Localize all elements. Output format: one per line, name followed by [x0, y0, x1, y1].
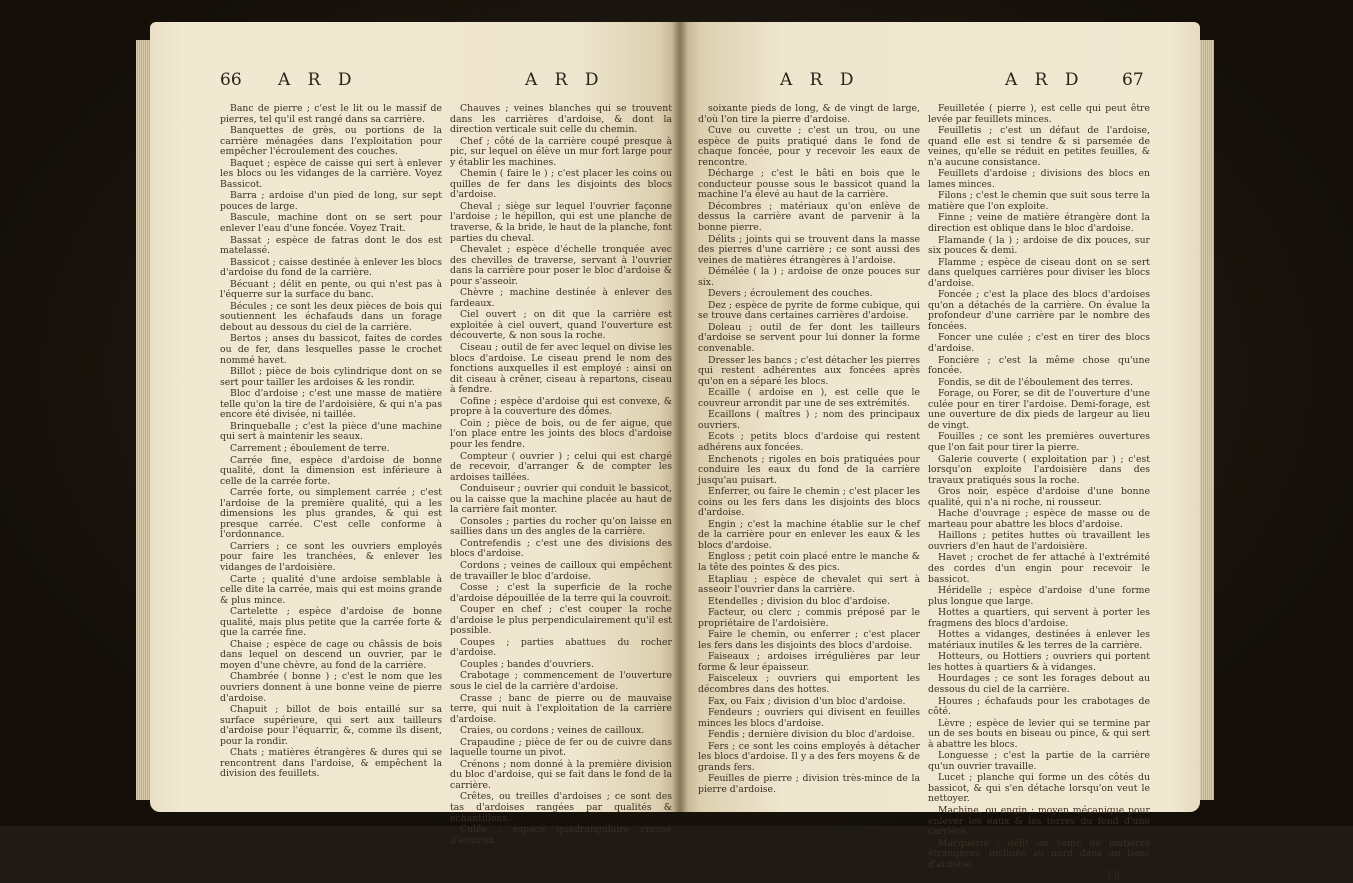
- dictionary-entry: Fax, ou Faix ; division d'un bloc d'ardoise.: [708, 695, 906, 707]
- dictionary-entry: Héridelle ; espèce d'ardoise d'une forme plus longue que large.: [928, 585, 1150, 607]
- dictionary-entry: Flamande ( la ) ; ardoise de dix pouces, sur six pouces & demi.: [928, 234, 1150, 257]
- page-edges-left: [136, 40, 150, 800]
- dictionary-entry: Longuesse ; c'est la partie de la carrière qu'un ouvrier travaille.: [928, 750, 1150, 772]
- dictionary-entry: Brinqueballe ; c'est la pièce d'une machine qui sert à maintenir les seaux.: [220, 420, 442, 443]
- dictionary-entry: Bassicot ; caisse destinée à enlever les blocs d'ardoise du fond de la carrière.: [220, 256, 442, 279]
- dictionary-entry: Cofine ; espèce d'ardoise qui est convexe, & propre à la couverture des dômes.: [450, 395, 672, 418]
- dictionary-entry: Crapaudine ; pièce de fer ou de cuivre dans laquelle tourne un pivot.: [450, 736, 672, 759]
- dictionary-entry: Forage, ou Forer, se dit de l'ouverture d'une culée pour en tirer l'ardoise. Demi-forage, est une ouverture de dix pieds de largeur au lieu de vingt.: [928, 388, 1150, 431]
- left-running-head: A R D: [278, 70, 358, 90]
- dictionary-entry: Finne ; veine de matière étrangère dont la direction est oblique dans le bloc d'ardoise.: [928, 212, 1150, 235]
- dictionary-entry: Crabotage ; commencement de l'ouverture sous le ciel de la carrière d'ardoise.: [450, 670, 672, 692]
- signature-mark: I ij: [1107, 870, 1120, 882]
- dictionary-entry: Feuilles de pierre ; division très-mince de la pierre d'ardoise.: [698, 773, 920, 795]
- page-edges-right: [1200, 40, 1214, 800]
- dictionary-entry: Bécules ; ce sont les deux pièces de bois qui soutiennent les échafauds dans un forage debout au dessous du ciel de la carrière.: [220, 300, 442, 333]
- dictionary-entry: Lèvre ; espèce de levier qui se termine par un de ses bouts en biseau ou pince, & qui sert à abattre les blocs.: [928, 717, 1150, 750]
- dictionary-entry: Dresser les bancs ; c'est détacher les pierres qui restent adhérentes aux foncées après qu'on en a séparé les blocs.: [698, 354, 920, 387]
- dictionary-entry: Baquet ; espèce de caisse qui sert à enlever les blocs ou les vidanges de la carrière. Voyez Bassicot.: [220, 157, 442, 190]
- dictionary-entry: Chauves ; veines blanches qui se trouvent dans les carrières d'ardoise, & dont la direction verticale suit celle du chemin.: [450, 103, 672, 136]
- dictionary-entry: Ciseau ; outil de fer avec lequel on divise les blocs d'ardoise. Le ciseau prend le nom des fonctions auxquelles il est employé : ainsi on dit ciseau à crêner, ciseau à repartons, ciseau à fendre.: [450, 342, 672, 396]
- left-running-header: [220, 70, 660, 90]
- dictionary-entry: Lucet ; planche qui forme un des côtés du bassicot, & qui s'en détache lorsqu'on veut le nettoyer.: [928, 772, 1150, 805]
- dictionary-entry: Faisceleux ; ouvriers qui emportent les décombres dans des hottes.: [698, 673, 920, 695]
- dictionary-entry: Enferrer, ou faire le chemin ; c'est placer les coins ou les fers dans les disjoints des blocs d'ardoise.: [698, 486, 920, 519]
- left-page: [150, 22, 680, 846]
- right-column-1: [698, 104, 920, 796]
- dictionary-entry: Galerie couverte ( exploitation par ) ; c'est lorsqu'on exploite l'ardoisière dans des travaux pratiqués sous la roche.: [928, 453, 1150, 486]
- dictionary-entry: Foncée ; c'est la place des blocs d'ardoises qu'on a détachés de la carrière. On évalue la profondeur d'une carrière par le nombre des foncées.: [928, 289, 1150, 332]
- dictionary-entry: Gros noir, espèce d'ardoise d'une bonne qualité, qui n'a ni roche, ni rousseur.: [928, 486, 1150, 508]
- dictionary-entry: Etapliau ; espèce de chevalet qui sert à asseoir l'ouvrier dans la carrière.: [698, 573, 920, 596]
- dictionary-entry: Banc de pierre ; c'est le lit ou le massif de pierres, tel qu'il est rangé dans sa carrière.: [220, 103, 442, 125]
- right-running-header: [780, 70, 1180, 90]
- right-running-head: A R D: [780, 70, 860, 90]
- dictionary-entry: Chaise ; espèce de cage ou châssis de bois dans lequel on descend un ouvrier, par le moyen d'une chèvre, au fond de la carrière.: [220, 638, 442, 671]
- dictionary-entry: Décharge ; c'est le bâti en bois que le conducteur pousse sous le bassicot quand la machine l'a élevé au haut de la carrière.: [698, 168, 920, 201]
- dictionary-entry: Feuillets d'ardoise ; divisions des blocs en lames minces.: [928, 168, 1150, 190]
- dictionary-entry: Foncière ; c'est la même chose qu'une foncée.: [928, 354, 1150, 377]
- dictionary-entry: Carte ; qualité d'une ardoise semblable à celle dite la carrée, mais qui est moins grande & plus mince.: [220, 573, 442, 606]
- dictionary-entry: Foncer une culée ; c'est en tirer des blocs d'ardoise.: [928, 332, 1150, 355]
- dictionary-entry: Ciel ouvert ; on dit que la carrière est exploitée à ciel ouvert, quand l'ouverture est découverte, & non sous la roche.: [450, 309, 672, 342]
- dictionary-entry: Carriers ; ce sont les ouvriers employés pour faire les tranchées, & enlever les vidanges de l'ardoisière.: [220, 540, 442, 573]
- dictionary-entry: Fondis, se dit de l'éboulement des terres.: [938, 376, 1133, 388]
- dictionary-entry: Coupes ; parties abattues du rocher d'ardoise.: [450, 636, 672, 659]
- dictionary-entry: Hottes a vidanges, destinées à enlever les matériaux inutiles & les terres de la carrière.: [928, 629, 1150, 651]
- dictionary-entry: Houres ; échafauds pour les crabotages de côté.: [928, 695, 1150, 718]
- dictionary-entry: Culée ; espace quadrangulaire creusé d'environ: [450, 824, 672, 846]
- dictionary-entry: Chevalet ; espèce d'échelle tronquée avec des chevilles de traverse, servant à l'ouvrier dans la carrière pour poser le bloc d'ardoise & pour s'asseoir.: [450, 244, 672, 287]
- dictionary-entry: Fendis ; dernière division du bloc d'ardoise.: [708, 729, 915, 741]
- dictionary-entry: Carrée forte, ou simplement carrée ; c'est l'ardoise de la première qualité, qui a les dimensions les plus grandes, & qui est presque carrée. C'est celle conforme à l'ordonnance.: [220, 487, 442, 541]
- dictionary-entry: Bertos ; anses du bassicot, faites de cordes ou de fer, dans lesquelles passe le crochet nommé havet.: [220, 333, 442, 366]
- dictionary-entry: Engloss ; petit coin placé entre le manche & la tête des pointes & des pics.: [698, 551, 920, 573]
- dictionary-entry: Contrefendis ; c'est une des divisions des blocs d'ardoise.: [450, 537, 672, 560]
- dictionary-entry: Etendelles ; division du bloc d'ardoise.: [708, 595, 890, 607]
- dictionary-entry: Coin ; pièce de bois, ou de fer aigue, que l'on place entre les joints des blocs d'ardoise pour les fendre.: [450, 417, 672, 450]
- dictionary-entry: Dez ; espèce de pyrite de forme cubique, qui se trouve dans certaines carrières d'ardoise.: [698, 299, 920, 322]
- dictionary-entry: Feuilletis ; c'est un défaut de l'ardoise, quand elle est si tendre & si parsemée de veines, qu'elle se réduit en petites feuilles, & n'a aucune consistance.: [928, 125, 1150, 168]
- dictionary-entry: Faiseaux ; ardoises irrégulières par leur forme & leur épaisseur.: [698, 651, 920, 673]
- dictionary-entry: Cuve ou cuvette ; c'est un trou, ou une espèce de puits pratiqué dans le fond de chaque foncée, pour y recevoir les eaux de rencontre.: [698, 125, 920, 168]
- dictionary-entry: Haillons ; petites huttes où travaillent les ouvriers d'en haut de l'ardoisière.: [928, 530, 1150, 552]
- dictionary-entry: Hache d'ouvrage ; espèce de masse ou de marteau pour abattre les blocs d'ardoise.: [928, 508, 1150, 530]
- dictionary-entry: Fers ; ce sont les coins employés à détacher les blocs d'ardoise. Il y a des fers moyens & de grands fers.: [698, 740, 920, 773]
- right-column-2: [928, 104, 1150, 883]
- dictionary-entry: Bascule, machine dont on se sert pour enlever l'eau d'une foncée. Voyez Trait.: [220, 212, 442, 235]
- left-running-head-2: A R D: [525, 70, 605, 90]
- dictionary-entry: Hourdages ; ce sont les forages debout au dessous du ciel de la carrière.: [928, 673, 1150, 695]
- dictionary-entry: Cartelette ; espèce d'ardoise de bonne qualité, mais plus petite que la carrée forte & que la carrée fine.: [220, 606, 442, 639]
- dictionary-entry: Cosse ; c'est la superficie de la roche d'ardoise dépouillée de la terre qui la couvroit.: [450, 582, 672, 604]
- dictionary-entry: Chef ; côté de la carrière coupé presque à pic, sur lequel on élève un mur fort large pour y établir les machines.: [450, 135, 672, 168]
- dictionary-entry: Fendeurs ; ouvriers qui divisent en feuilles minces les blocs d'ardoise.: [698, 707, 920, 729]
- dictionary-entry: Couper en chef ; c'est couper la roche d'ardoise le plus perpendiculairement qu'il est possible.: [450, 604, 672, 637]
- dictionary-entry: Devers ; écroulement des couches.: [708, 288, 873, 300]
- dictionary-entry: Couples ; bandes d'ouvriers.: [460, 658, 595, 670]
- dictionary-entry: Carrée fine, espèce d'ardoise de bonne qualité, dont la dimension est inférieure à celle de la carrée forte.: [220, 454, 442, 487]
- dictionary-entry: Machine, ou engin ; moyen mécanique pour enlever les eaux & les terres du fond d'une carrière.: [928, 805, 1150, 838]
- dictionary-entry: soixante pieds de long, & de vingt de large, d'où l'on tire la pierre d'ardoise.: [698, 103, 920, 125]
- dictionary-entry: Chambrée ( bonne ) ; c'est le nom que les ouvriers donnent à une bonne veine de pierre d'ardoise.: [220, 671, 442, 704]
- left-column-1: [220, 104, 442, 781]
- dictionary-entry: Démélée ( la ) ; ardoise de onze pouces sur six.: [698, 266, 920, 288]
- dictionary-entry: Chats ; matières étrangères & dures qui se rencontrent dans l'ardoise, & empêchent la division des feuillets.: [220, 747, 442, 780]
- dictionary-entry: Facteur, ou clerc ; commis préposé par le propriétaire de l'ardoisière.: [698, 607, 920, 629]
- dictionary-entry: Ecaillons ( maîtres ) ; nom des principaux ouvriers.: [698, 409, 920, 431]
- dictionary-entry: Bécuant ; délit en pente, ou qui n'est pas à l'équerre sur la surface du banc.: [220, 278, 442, 301]
- dictionary-entry: Engin ; c'est la machine établie sur le chef de la carrière pour en enlever les eaux & les blocs d'ardoise.: [698, 518, 920, 551]
- dictionary-entry: Banquettes de grès, ou portions de la carrière ménagées dans l'exploitation pour empêcher l'écroulement des couches.: [220, 125, 442, 158]
- dictionary-entry: Crénons ; nom donné à la première division du bloc d'ardoise, qui se fait dans le fond de la carrière.: [450, 758, 672, 791]
- left-page-number: 66: [220, 70, 242, 90]
- dictionary-entry: Bassat ; espèce de fatras dont le dos est matelassé.: [220, 234, 442, 257]
- right-running-head-2: A R D: [1005, 70, 1085, 90]
- dictionary-entry: Ecots ; petits blocs d'ardoise qui restent adhérens aux foncées.: [698, 431, 920, 453]
- dictionary-entry: Billot ; pièce de bois cylindrique dont on se sert pour tailler les ardoises & les rondir.: [220, 366, 442, 388]
- dictionary-entry: Consoles ; parties du rocher qu'on laisse en saillies dans un des angles de la carrière.: [450, 515, 672, 538]
- dictionary-entry: Faire le chemin, ou enferrer ; c'est placer les fers dans les disjoints des blocs d'ardoise.: [698, 629, 920, 651]
- dictionary-entry: Crêtes, ou treilles d'ardoises ; ce sont des tas d'ardoises rangées par qualités & échantillons.: [450, 791, 672, 824]
- dictionary-entry: Enchenots ; rigoles en bois pratiquées pour conduire les eaux du fond de la carrière jusqu'au puisart.: [698, 453, 920, 486]
- dictionary-entry: Ecaille ( ardoise en ), est celle que le couvreur arrondit par une de ses extrémités.: [698, 387, 920, 409]
- dictionary-entry: Macquerie ; délit ou veine de matières étrangères, inclinée au nord dans un banc d'ardoise.: [928, 837, 1150, 870]
- dictionary-entry: Crasse ; banc de pierre ou de mauvaise terre, qui nuit à l'exploitation de la carrière d'ardoise.: [450, 692, 672, 725]
- dictionary-entry: Compteur ( ouvrier ) ; celui qui est chargé de recevoir, d'arranger & de compter les ardoises taillées.: [450, 450, 672, 483]
- dictionary-entry: Feuilletée ( pierre ), est celle qui peut être levée par feuillets minces.: [928, 103, 1150, 125]
- dictionary-entry: Cheval ; siège sur lequel l'ouvrier façonne l'ardoise ; le hépillon, qui est une planche de traverse, & la bride, le haut de la planche, font parties du cheval.: [450, 200, 672, 244]
- dictionary-entry: Doleau ; outil de fer dont les tailleurs d'ardoise se servent pour lui donner la forme convenable.: [698, 321, 920, 355]
- dictionary-entry: Conduiseur ; ouvrier qui conduit le bassicot, ou la caisse que la machine placée au haut de la carrière fait monter.: [450, 483, 672, 516]
- book-gutter: [672, 22, 688, 812]
- dictionary-entry: Filons ; c'est le chemin que suit sous terre la matière que l'on exploite.: [928, 190, 1150, 212]
- right-page: [680, 22, 1200, 882]
- dictionary-entry: Carrement ; éboulement de terre.: [230, 442, 390, 454]
- dictionary-entry: Fouilles ; ce sont les premières ouvertures que l'on fait pour tirer la pierre.: [928, 431, 1150, 453]
- dictionary-entry: Délits ; joints qui se trouvent dans la masse des pierres d'une carrière ; ce sont aussi des veines de matières étrangères à l'ardoise.: [698, 233, 920, 266]
- dictionary-entry: Barra ; ardoise d'un pied de long, sur sept pouces de large.: [220, 190, 442, 212]
- dictionary-entry: Bloc d'ardoise ; c'est une masse de matière telle qu'on la tire de l'ardoisière, & qui n'a pas encore été divisée, ni taillée.: [220, 388, 442, 421]
- left-column-2: [450, 104, 672, 847]
- dictionary-entry: Chèvre ; machine destinée à enlever des fardeaux.: [450, 287, 672, 309]
- dictionary-entry: Flamme ; espèce de ciseau dont on se sert dans quelques carrières pour diviser les blocs d'ardoise.: [928, 256, 1150, 289]
- dictionary-entry: Chapuit ; billot de bois entaillé sur sa surface supérieure, qui sert aux tailleurs d'ardoise pour l'équarrir, &, comme ils disent, pour la rondir.: [220, 704, 442, 747]
- dictionary-entry: Hottes a quartiers, qui servent à porter les fragmens des blocs d'ardoise.: [928, 607, 1150, 629]
- dictionary-entry: Cordons ; veines de cailloux qui empêchent de travailler le bloc d'ardoise.: [450, 559, 672, 582]
- dictionary-entry: Craies, ou cordons ; veines de cailloux.: [460, 725, 645, 737]
- dictionary-entry: Havet ; crochet de fer attaché à l'extrémité des cordes d'un engin pour recevoir le bassicot.: [928, 552, 1150, 585]
- dictionary-entry: Chemin ( faire le ) ; c'est placer les coins ou quilles de fer dans les disjoints des blocs d'ardoise.: [450, 168, 672, 201]
- dictionary-entry: Hotteurs, ou Hottiers ; ouvriers qui portent les hottes à quartiers & à vidanges.: [928, 651, 1150, 673]
- dictionary-entry: Décombres ; matériaux qu'on enlève de dessus la carrière avant de parvenir à la bonne pierre.: [698, 200, 920, 234]
- right-page-number: 67: [1122, 70, 1144, 90]
